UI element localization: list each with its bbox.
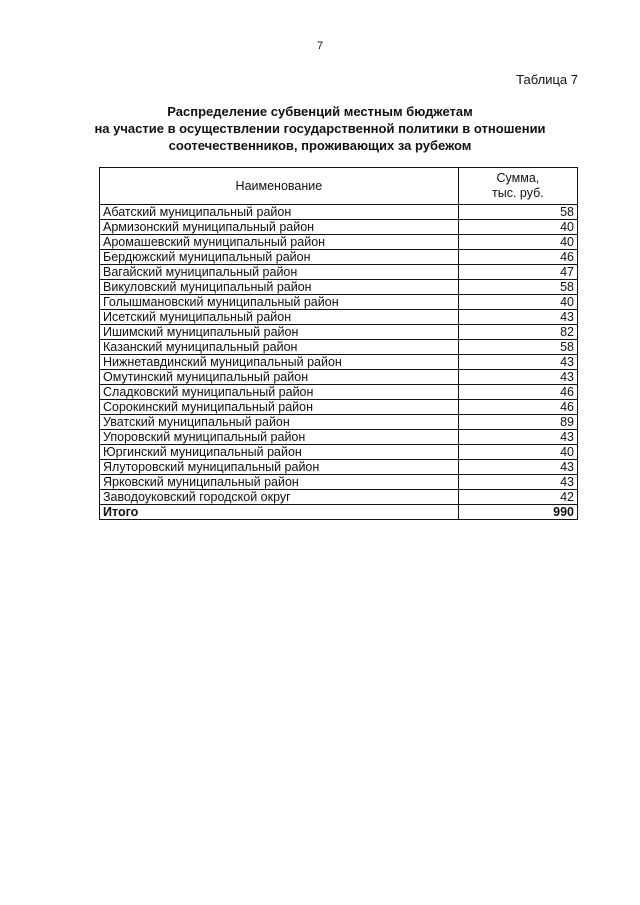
district-name-cell: Ялуторовский муниципальный район — [100, 460, 459, 475]
amount-cell: 82 — [458, 325, 577, 340]
table-row — [100, 370, 578, 385]
amount-cell: 43 — [458, 430, 577, 445]
table-row — [100, 295, 578, 310]
table-row — [100, 355, 578, 370]
district-name-cell: Аромашевский муниципальный район — [100, 235, 459, 250]
amount-cell: 43 — [458, 370, 577, 385]
district-name-cell: Нижнетавдинский муниципальный район — [100, 355, 459, 370]
district-name-cell: Упоровский муниципальный район — [100, 430, 459, 445]
district-name-cell: Заводоуковский городской округ — [100, 490, 459, 505]
column-header-name: Наименование — [100, 168, 459, 205]
district-name-cell: Бердюжский муниципальный район — [100, 250, 459, 265]
district-name-cell: Сорокинский муниципальный район — [100, 400, 459, 415]
table-row — [100, 490, 578, 505]
table-row — [100, 205, 578, 220]
table-row — [100, 250, 578, 265]
amount-cell: 58 — [458, 340, 577, 355]
table-row — [100, 340, 578, 355]
column-header-sum-line1: Сумма, — [496, 171, 540, 185]
table-row — [100, 415, 578, 430]
table-row — [100, 310, 578, 325]
amount-cell: 43 — [458, 310, 577, 325]
district-name-cell: Уватский муниципальный район — [100, 415, 459, 430]
amount-cell: 46 — [458, 385, 577, 400]
title-line: соотечественников, проживающих за рубежом — [168, 138, 472, 153]
district-name-cell: Викуловский муниципальный район — [100, 280, 459, 295]
table-row — [100, 460, 578, 475]
page-number: 7 — [316, 40, 324, 52]
amount-cell: 58 — [458, 280, 577, 295]
distribution-table — [99, 167, 578, 520]
table-label: Таблица 7 — [516, 72, 578, 87]
amount-cell: 58 — [458, 205, 577, 220]
column-header-sum — [458, 168, 577, 205]
total-row — [100, 505, 578, 520]
total-label-cell: Итого — [100, 505, 459, 520]
district-name-cell: Армизонский муниципальный район — [100, 220, 459, 235]
table-header-row — [100, 168, 578, 205]
district-name-cell: Ярковский муниципальный район — [100, 475, 459, 490]
table-row — [100, 220, 578, 235]
amount-cell: 43 — [458, 355, 577, 370]
district-name-cell: Юргинский муниципальный район — [100, 445, 459, 460]
amount-cell: 46 — [458, 400, 577, 415]
table-row — [100, 385, 578, 400]
district-name-cell: Казанский муниципальный район — [100, 340, 459, 355]
district-name-cell: Абатский муниципальный район — [100, 205, 459, 220]
title-line: на участие в осуществлении государственной политики в отношении — [94, 121, 546, 136]
table-row — [100, 400, 578, 415]
amount-cell: 46 — [458, 250, 577, 265]
amount-cell: 40 — [458, 445, 577, 460]
district-name-cell: Сладковский муниципальный район — [100, 385, 459, 400]
amount-cell: 40 — [458, 235, 577, 250]
district-name-cell: Голышмановский муниципальный район — [100, 295, 459, 310]
title-line: Распределение субвенций местным бюджетам — [167, 104, 473, 119]
amount-cell: 42 — [458, 490, 577, 505]
district-name-cell: Ишимский муниципальный район — [100, 325, 459, 340]
district-name-cell: Вагайский муниципальный район — [100, 265, 459, 280]
total-amount-cell: 990 — [458, 505, 577, 520]
amount-cell: 40 — [458, 295, 577, 310]
table-row — [100, 235, 578, 250]
table-row — [100, 475, 578, 490]
table-row — [100, 265, 578, 280]
district-name-cell: Омутинский муниципальный район — [100, 370, 459, 385]
table-row — [100, 430, 578, 445]
amount-cell: 43 — [458, 460, 577, 475]
table-row — [100, 445, 578, 460]
table-row — [100, 325, 578, 340]
column-header-sum-line2: тыс. руб. — [492, 186, 544, 200]
amount-cell: 47 — [458, 265, 577, 280]
amount-cell: 89 — [458, 415, 577, 430]
amount-cell: 43 — [458, 475, 577, 490]
document-title — [60, 103, 580, 154]
district-name-cell: Исетский муниципальный район — [100, 310, 459, 325]
table-body — [100, 205, 578, 520]
amount-cell: 40 — [458, 220, 577, 235]
table-row — [100, 280, 578, 295]
